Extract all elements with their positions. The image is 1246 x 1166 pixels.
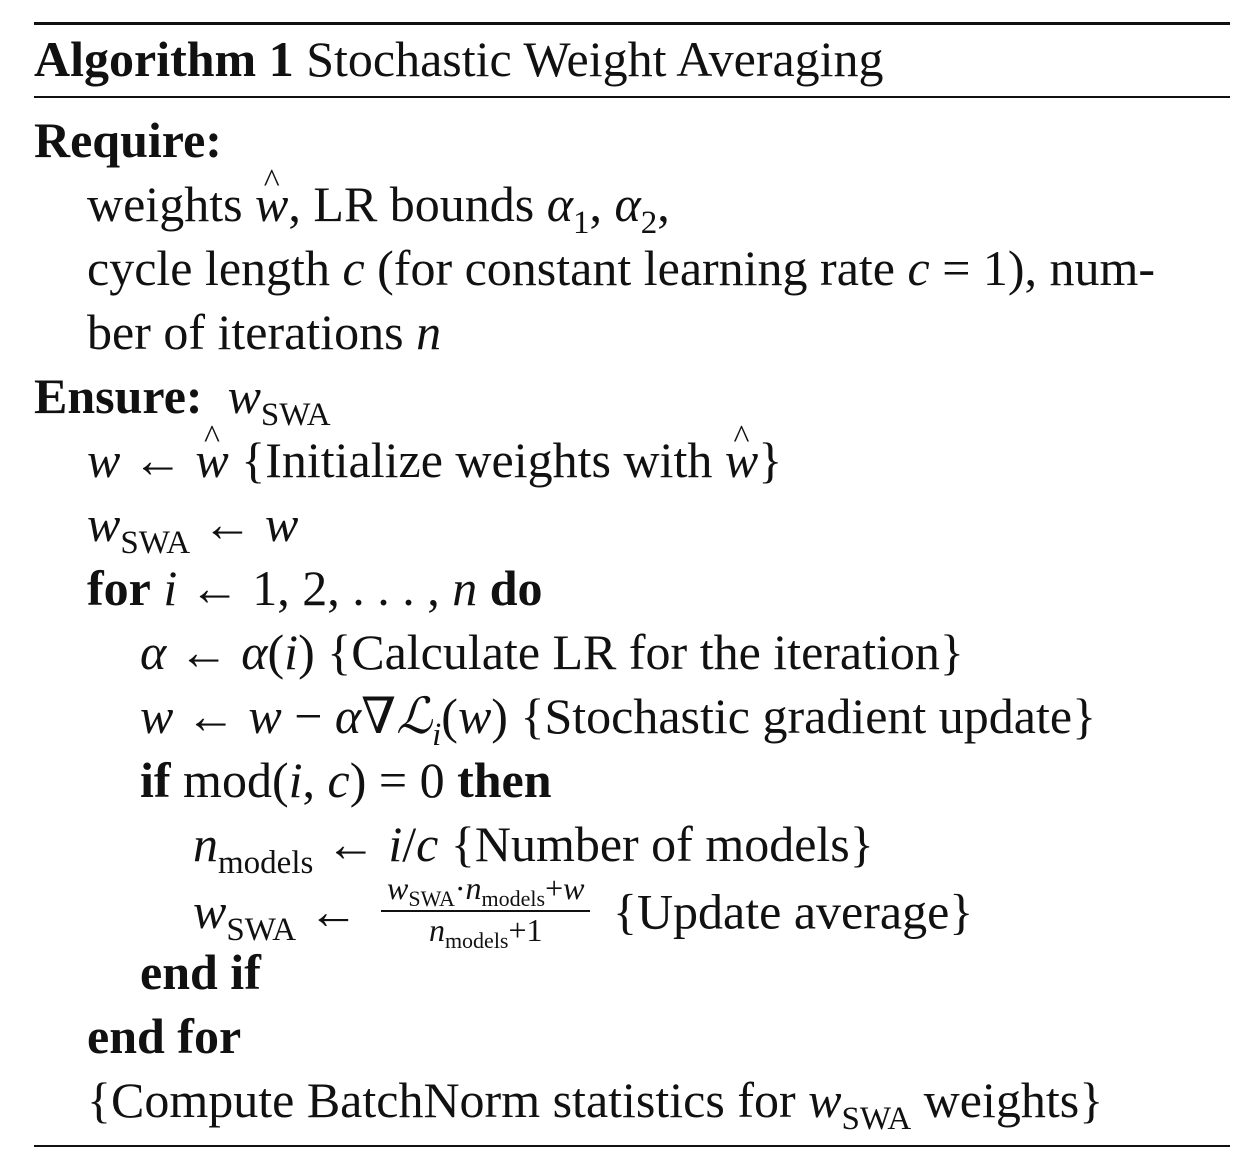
average-fraction: $\frac{w_{SWA}\cdot n_{models}+w}{n_{models}+1}$ [381,870,590,952]
grad-comment: {Stochastic gradient update} [520,688,1097,744]
algorithm-label: Algorithm 1 [34,31,294,87]
c-symbol: c [907,240,930,296]
w-swa-symbol: $w_{SWA}$ [227,368,331,433]
bottom-rule [34,1145,1230,1147]
caption-rule [34,96,1230,98]
require-keyword: Require: [34,112,222,168]
if-step: if mod(i, c) = 0 then [140,752,552,808]
alpha-1-symbol: $\alpha_1$ [546,176,590,241]
avg-comment: {Update average} [612,883,974,940]
end-for-keyword: end for [87,1008,242,1064]
then-keyword: then [457,752,552,808]
w-swa-symbol: $w_{SWA}$ [193,883,297,949]
w-hat-symbol: w ^ [725,428,758,492]
w-hat-symbol: w ^ [195,428,228,492]
n-models-symbol: $n_{models}$ [193,816,314,881]
require-cycle-line: cycle length c (for constant learning rate c = 1), num- [87,240,1156,296]
average-step: $w_{SWA}$ ← $\frac{w_{SWA}\cdot n_{models}+w}{n_{models}+1}$ {Update average} [193,870,974,953]
bn-comment-end: weights} [923,1072,1104,1128]
w-hat-symbol: w ^ [255,172,288,236]
gradient-step: w ← w − α∇ℒ$_i$(w) {Stochastic gradient update} [140,688,1097,753]
mod-text: mod [183,752,272,808]
iterations-text: ber of iterations [87,304,404,360]
weights-text: weights [87,176,243,232]
end-for-step [87,1004,241,1068]
w-swa-symbol: $w_{SWA}$ [87,496,191,561]
lr-step: α ← α(i) {Calculate LR for the iteration} [140,624,964,680]
swa-init-step: $w_{SWA}$ ← w [87,496,299,561]
ensure-line [34,364,331,433]
constant-lr-text: (for constant learning rate [377,240,895,296]
lr-bounds-text: , LR bounds [288,176,535,232]
c-symbol: c [342,240,365,296]
w-swa-symbol: $w_{SWA}$ [808,1072,912,1137]
algorithm-caption [34,24,884,94]
end-if-step [140,940,261,1004]
for-keyword: for [87,560,151,616]
batchnorm-step [87,1068,1104,1137]
require-weights-line: weights w ^, LR bounds $\alpha_1$, $\alpha_2$, [87,172,670,236]
require-iterations-line [87,300,441,364]
alpha-2-symbol: $\alpha_2$ [614,176,658,241]
for-step: for i ← 1, 2, . . . , n do [87,560,543,616]
n-symbol: n [416,304,442,360]
init-comment: {Initialize weights with [241,432,713,488]
require-line [34,108,222,172]
num-text: ), num- [1007,240,1156,296]
do-keyword: do [489,560,543,616]
algorithm-title: Stochastic Weight Averaging [306,31,884,87]
init-step: w ← w ^ {Initialize weights with w ^} [87,428,782,492]
lr-comment: {Calculate LR for the iteration} [327,624,964,680]
end-if-keyword: end if [140,944,261,1000]
if-keyword: if [140,752,171,808]
nmodels-comment: {Number of models} [450,816,874,872]
nmodels-step: $n_{models}$ ← i/c {Number of models} [193,816,874,881]
bn-comment-start: {Compute BatchNorm statistics for [87,1072,796,1128]
ensure-keyword: Ensure: [34,368,203,424]
cycle-length-text: cycle length [87,240,330,296]
